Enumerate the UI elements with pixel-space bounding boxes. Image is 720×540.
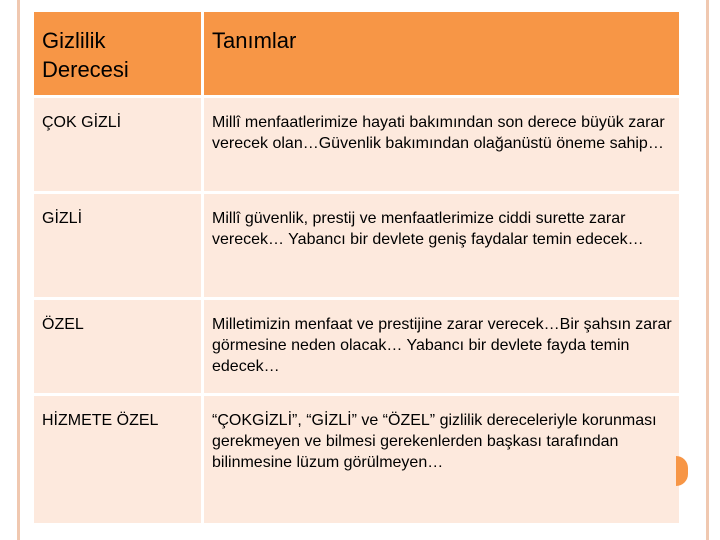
classification-level-cell: ÇOK GİZLİ	[33, 97, 203, 193]
definition-cell: Milletimizin menfaat ve prestijine zarar verecek…Bir şahsın zarar görmesine neden olacak… Yabancı bir devlete fayda temin edecek…	[203, 299, 681, 395]
table-header-row	[33, 11, 681, 97]
table-row	[33, 97, 681, 193]
classification-level-cell: ÖZEL	[33, 299, 203, 395]
slide-number-marker	[676, 456, 688, 486]
right-frame-line	[706, 0, 709, 540]
classification-level-cell: GİZLİ	[33, 193, 203, 299]
definition-cell: Millî güvenlik, prestij ve menfaatlerimize ciddi surette zarar verecek… Yabancı bir devlete geniş faydalar temin edecek…	[203, 193, 681, 299]
header-definitions: Tanımlar	[203, 11, 681, 97]
header-classification-level: Gizlilik Derecesi	[33, 11, 203, 97]
table-row	[33, 299, 681, 395]
classification-level-cell: HİZMETE ÖZEL	[33, 395, 203, 525]
definition-cell: “ÇOKGİZLİ”, “GİZLİ” ve “ÖZEL” gizlilik dereceleriyle korunması gerekmeyen ve bilmesi gerekenlerden başkası tarafından bilinmesine lüzum görülmeyen…	[203, 395, 681, 525]
table-row	[33, 395, 681, 525]
classification-table	[31, 9, 682, 526]
definition-cell: Millî menfaatlerimize hayati bakımından son derece büyük zarar verecek olan…Güvenlik bakımından olağanüstü öneme sahip…	[203, 97, 681, 193]
left-frame-line	[17, 0, 20, 540]
table-row	[33, 193, 681, 299]
